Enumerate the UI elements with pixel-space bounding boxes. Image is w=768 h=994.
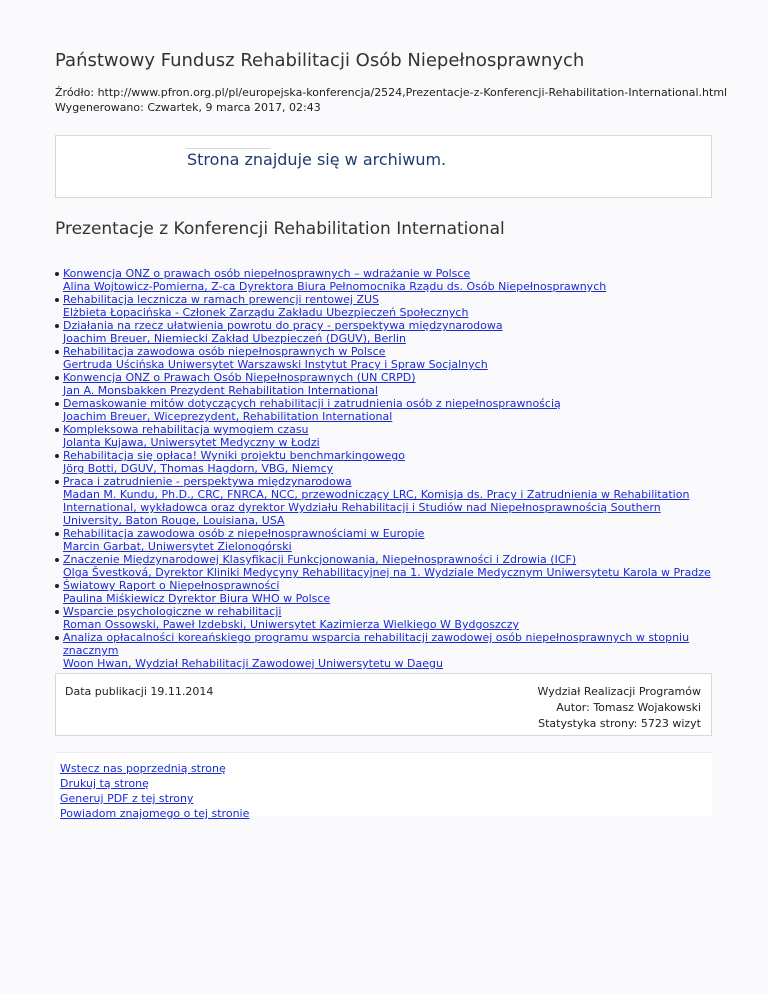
publication-date: Data publikacji 19.11.2014 [65, 685, 214, 698]
bullet-icon [55, 428, 59, 432]
publication-info-box [55, 673, 712, 736]
archive-notice-box [55, 135, 712, 198]
presentation-link[interactable]: Demaskowanie mitów dotyczących rehabilitacji i zatrudnienia osób z niepełnosprawnością [63, 397, 561, 410]
list-item [55, 579, 715, 605]
presentation-link[interactable]: Konwencja ONZ o prawach osób niepełnosprawnych – wdrażanie w Polsce [63, 267, 471, 280]
back-link[interactable]: Wstecz nas poprzednią stronę [60, 762, 226, 775]
presentation-link[interactable]: Rehabilitacja zawodowa osób z niepełnosprawnościami w Europie [63, 527, 425, 540]
list-item [55, 267, 715, 293]
presentation-author-link[interactable]: Paulina Miśkiewicz Dyrektor Biura WHO w Polsce [63, 592, 331, 605]
presentation-author-link[interactable]: Madan M. Kundu, Ph.D., CRC, FNRCA, NCC, przewodniczący LRC, Komisja ds. Pracy i Zatrudnienia w Rehabilitation International, wykładowca oraz dyrektor Wydziału Rehabilitacji i Studiów nad Niepełnosprawnością Southern University, Baton Rouge, Louisiana, USA [63, 488, 690, 527]
bullet-icon [55, 350, 59, 354]
generated-date: Wygenerowano: Czwartek, 9 marca 2017, 02:43 [55, 101, 321, 114]
presentation-author-link[interactable]: Joachim Breuer, Niemiecki Zakład Ubezpieczeń (DGUV), Berlin [63, 332, 406, 345]
bullet-icon [55, 376, 59, 380]
list-item [55, 605, 715, 631]
list-item [55, 293, 715, 319]
presentation-author-link[interactable]: Jolanta Kujawa, Uniwersytet Medyczny w Łodzi [63, 436, 320, 449]
notify-friend-link[interactable]: Powiadom znajomego o tej stronie [60, 807, 250, 820]
presentation-author-link[interactable]: Joachim Breuer, Wiceprezydent, Rehabilitation International [63, 410, 393, 423]
bullet-icon [55, 636, 59, 640]
presentation-author-link[interactable]: Marcin Garbat, Uniwersytet Zielonogórski [63, 540, 292, 553]
presentation-author-link[interactable]: Woon Hwan, Wydział Rehabilitacji Zawodowej Uniwersytetu w Daegu [63, 657, 443, 670]
presentation-link[interactable]: Rehabilitacja zawodowa osób niepełnosprawnych w Polsce [63, 345, 386, 358]
presentation-link[interactable]: Działania na rzecz ułatwienia powrotu do pracy - perspektywa międzynarodowa [63, 319, 503, 332]
bullet-icon [55, 454, 59, 458]
presentation-link[interactable]: Znaczenie Międzynarodowej Klasyfikacji Funkcjonowania, Niepełnosprawności i Zdrowia (ICF) [63, 553, 577, 566]
list-item [55, 397, 715, 423]
bullet-icon [55, 324, 59, 328]
presentation-author-link[interactable]: Roman Ossowski, Paweł Izdebski, Uniwersytet Kazimierza Wielkiego W Bydgoszczy [63, 618, 520, 631]
presentation-link[interactable]: Kompleksowa rehabilitacja wymogiem czasu [63, 423, 309, 436]
list-item [55, 345, 715, 371]
bullet-icon [55, 402, 59, 406]
section-title: Prezentacje z Konferencji Rehabilitation International [55, 219, 505, 239]
presentation-author-link[interactable]: Olga Švestková, Dyrektor Kliniki Medycyny Rehabilitacyjnej na 1. Wydziale Medycznym Uniwersytetu Karola w Pradze [63, 566, 711, 579]
page-stats: Statystyka strony: 5723 wizyt [538, 717, 701, 730]
footer-actions [55, 752, 712, 820]
list-item [55, 449, 715, 475]
source-url: Źródło: http://www.pfron.org.pl/pl/europejska-konferencja/2524,Prezentacje-z-Konferencji-Rehabilitation-International.html [55, 86, 728, 99]
bullet-icon [55, 584, 59, 588]
list-item [55, 371, 715, 397]
list-item [55, 527, 715, 553]
presentation-link[interactable]: Wsparcie psychologiczne w rehabilitacji [63, 605, 282, 618]
presentation-author-link[interactable]: Jan A. Monsbakken Prezydent Rehabilitation International [63, 384, 378, 397]
bullet-icon [55, 610, 59, 614]
print-link[interactable]: Drukuj tą stronę [60, 777, 149, 790]
presentation-author-link[interactable]: Gertruda Uścińska Uniwersytet Warszawski Instytut Pracy i Spraw Socjalnych [63, 358, 488, 371]
presentation-link[interactable]: Konwencja ONZ o Prawach Osób Niepełnosprawnych (UN CRPD) [63, 371, 416, 384]
presentation-link[interactable]: Rehabilitacja się opłaca! Wyniki projektu benchmarkingowego [63, 449, 405, 462]
site-title: Państwowy Fundusz Rehabilitacji Osób Niepełnosprawnych [55, 50, 585, 71]
list-item [55, 553, 715, 579]
presentation-link[interactable]: Analiza opłacalności koreańskiego programu wsparcia rehabilitacji zawodowej osób niepełnosprawnych w stopniu znacznym [63, 631, 690, 657]
bullet-icon [55, 298, 59, 302]
list-item [55, 631, 715, 670]
generate-pdf-link[interactable]: Generuj PDF z tej strony [60, 792, 194, 805]
department: Wydział Realizacji Programów [537, 685, 701, 698]
publication-details [538, 684, 701, 732]
presentation-author-link[interactable]: Jörg Botti, DGUV, Thomas Hagdorn, VBG, Niemcy [63, 462, 334, 475]
bullet-icon [55, 558, 59, 562]
bullet-icon [55, 532, 59, 536]
presentation-author-link[interactable]: Alina Wojtowicz-Pomierna, Z-ca Dyrektora Biura Pełnomocnika Rządu ds. Osób Niepełnosprawnych [63, 280, 607, 293]
archive-notice: Strona znajduje się w archiwum. [187, 150, 447, 169]
presentation-link[interactable]: Światowy Raport o Niepełnosprawności [63, 579, 280, 592]
list-item [55, 319, 715, 345]
presentation-link[interactable]: Praca i zatrudnienie - perspektywa międzynarodowa [63, 475, 352, 488]
list-item [55, 475, 715, 527]
bullet-icon [55, 480, 59, 484]
page-meta [55, 85, 727, 115]
list-item [55, 423, 715, 449]
bullet-icon [55, 272, 59, 276]
presentation-list [55, 267, 715, 670]
author: Autor: Tomasz Wojakowski [556, 701, 701, 714]
divider [186, 148, 270, 149]
presentation-author-link[interactable]: Elżbieta Łopacińska - Członek Zarządu Zakładu Ubezpieczeń Społecznych [63, 306, 469, 319]
presentation-link[interactable]: Rehabilitacja lecznicza w ramach prewencji rentowej ZUS [63, 293, 380, 306]
